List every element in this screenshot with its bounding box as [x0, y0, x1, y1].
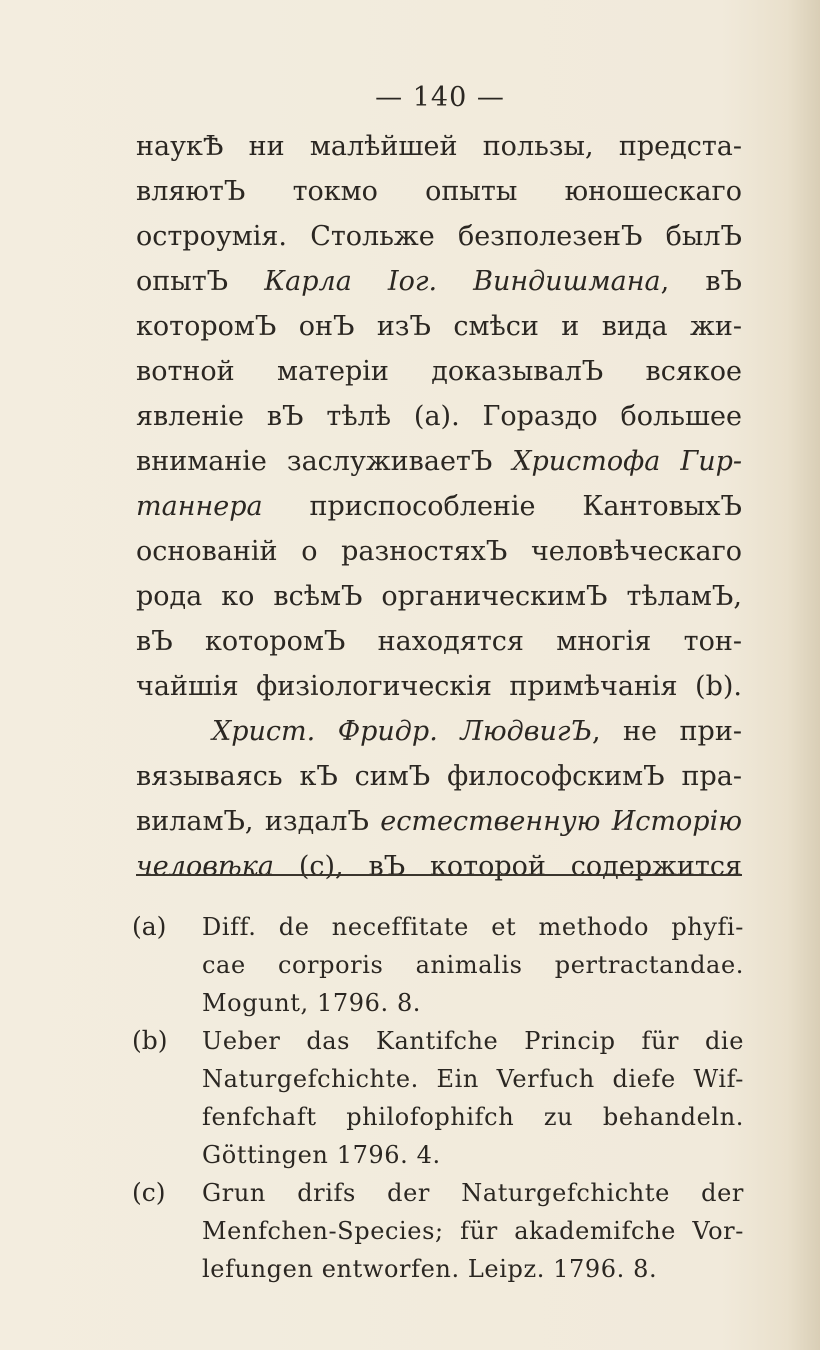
footnote-line: Mogunt, 1796. 8.: [202, 989, 422, 1017]
footnote-line: Menfchen-Species; für akademifche Vor-: [202, 1217, 744, 1245]
word: большее: [620, 401, 742, 432]
word: опыты: [425, 176, 518, 207]
footnote-divider: [136, 874, 742, 876]
word: содержится: [570, 851, 742, 882]
word: Исторію: [611, 806, 742, 837]
text-line: [136, 844, 742, 889]
footnote-mark: (a): [132, 912, 167, 941]
word: разностяхЪ: [341, 536, 508, 567]
word: которой: [430, 851, 546, 882]
footnote-line: Diff. de neceffitate et methodo phyfi-: [202, 913, 744, 941]
word: многія: [556, 626, 652, 657]
text-line: [136, 754, 742, 799]
word: вляютЪ: [136, 176, 246, 207]
word: безполезенЪ: [457, 221, 643, 252]
word: вниманіе: [136, 446, 267, 477]
word: юношескаго: [564, 176, 742, 207]
text-line: [136, 664, 742, 709]
word: которомЪ: [136, 311, 277, 342]
page-number: — 140 —: [375, 82, 505, 113]
word: всѣмЪ: [273, 581, 363, 612]
text-line: [136, 619, 742, 664]
word: Стольже: [310, 221, 435, 252]
word: тон-: [683, 626, 742, 657]
word: кЪ: [299, 761, 338, 792]
word: малѣйшей: [309, 131, 458, 162]
word: при-: [679, 716, 742, 747]
text-line: [136, 799, 742, 844]
word: чайшія: [136, 671, 239, 702]
text-line: [136, 259, 742, 304]
main-text: [136, 124, 742, 889]
word: вида: [601, 311, 668, 342]
word: философскимЪ: [447, 761, 665, 792]
text-line: [136, 574, 742, 619]
word: пра-: [681, 761, 742, 792]
word: находятся: [377, 626, 524, 657]
footnote-line: Ueber das Kantifche Princip für die: [202, 1027, 744, 1055]
word: ЛюдвигЪ,: [460, 716, 601, 747]
word: изЪ: [376, 311, 431, 342]
footnote-line: cae corporis animalis pertractandae.: [202, 951, 744, 979]
footnote-mark: (b): [132, 1026, 168, 1055]
word: Карла: [264, 266, 352, 297]
word: вотной: [136, 356, 235, 387]
word: ни: [248, 131, 285, 162]
word: всякое: [645, 356, 742, 387]
word: Христофа: [512, 446, 661, 477]
text-line: [136, 394, 742, 439]
text-line: [136, 169, 742, 214]
footnote-line: fenfchaft philofophifch zu behandeln.: [202, 1103, 744, 1131]
word: остроумія.: [136, 221, 287, 252]
word: таннера: [136, 491, 263, 522]
word: о: [301, 536, 318, 567]
word: которомЪ: [204, 626, 346, 657]
word: вЪ: [705, 266, 742, 297]
word: предста-: [618, 131, 742, 162]
word: опытЪ: [136, 266, 229, 297]
word: заслуживаетЪ: [286, 446, 493, 477]
word: ко: [221, 581, 255, 612]
word: токмо: [292, 176, 378, 207]
word: виламЪ,: [136, 806, 254, 837]
text-line: [136, 214, 742, 259]
text-line: [136, 439, 742, 484]
word: (с),: [298, 851, 344, 882]
text-line: [136, 529, 742, 574]
word: (а).: [413, 401, 460, 432]
footnote: [132, 1022, 744, 1174]
footnote-line: Göttingen 1796. 4.: [202, 1141, 441, 1169]
text-line: [136, 349, 742, 394]
footnote-line: Naturgefchichte. Ein Verfuch diefe Wif-: [202, 1065, 744, 1093]
word: естественную: [380, 806, 601, 837]
word: вЪ: [368, 851, 406, 882]
word: (b).: [695, 671, 742, 702]
word: органическимЪ: [381, 581, 608, 612]
word: онЪ: [298, 311, 355, 342]
word: и: [561, 311, 580, 342]
text-line: [136, 484, 742, 529]
word: вязываясь: [136, 761, 283, 792]
word: смѣси: [453, 311, 539, 342]
word: физіологическія: [256, 671, 492, 702]
word: Гир-: [680, 446, 742, 477]
word: приспособленіе: [309, 491, 536, 522]
text-line: [136, 124, 742, 169]
word: основаній: [136, 536, 278, 567]
word: Гораздо: [482, 401, 598, 432]
word: наукѢ: [136, 131, 224, 162]
word: не: [623, 716, 658, 747]
word: Виндишмана,: [473, 266, 670, 297]
word: явленіе: [136, 401, 244, 432]
word: рода: [136, 581, 203, 612]
word: вЪ: [266, 401, 304, 432]
word: матеріи: [276, 356, 389, 387]
footnote-line: Grun drifs der Naturgefchichte der: [202, 1179, 744, 1207]
word: жи-: [690, 311, 742, 342]
word: вЪ: [136, 626, 173, 657]
footnotes: [132, 908, 744, 1288]
text-line: [136, 304, 742, 349]
word: человѣка: [136, 851, 274, 882]
word: былЪ: [665, 221, 742, 252]
word: КантовыхЪ: [582, 491, 742, 522]
word: доказывалЪ: [431, 356, 604, 387]
text-line: [136, 709, 742, 754]
word: Христ.: [212, 716, 316, 747]
footnote: [132, 1174, 744, 1288]
word: Фридр.: [337, 716, 438, 747]
word: симЪ: [354, 761, 431, 792]
word: тѣламЪ,: [626, 581, 742, 612]
word: примѣчанія: [509, 671, 678, 702]
word: человѣческаго: [530, 536, 742, 567]
word: Іог.: [387, 266, 438, 297]
footnote-line: lefungen entworfen. Leipz. 1796. 8.: [202, 1255, 658, 1283]
word: пользы,: [482, 131, 594, 162]
footnote: [132, 908, 744, 1022]
footnote-mark: (c): [132, 1178, 166, 1207]
word: тѣлѣ: [326, 401, 392, 432]
word: издалЪ: [264, 806, 369, 837]
